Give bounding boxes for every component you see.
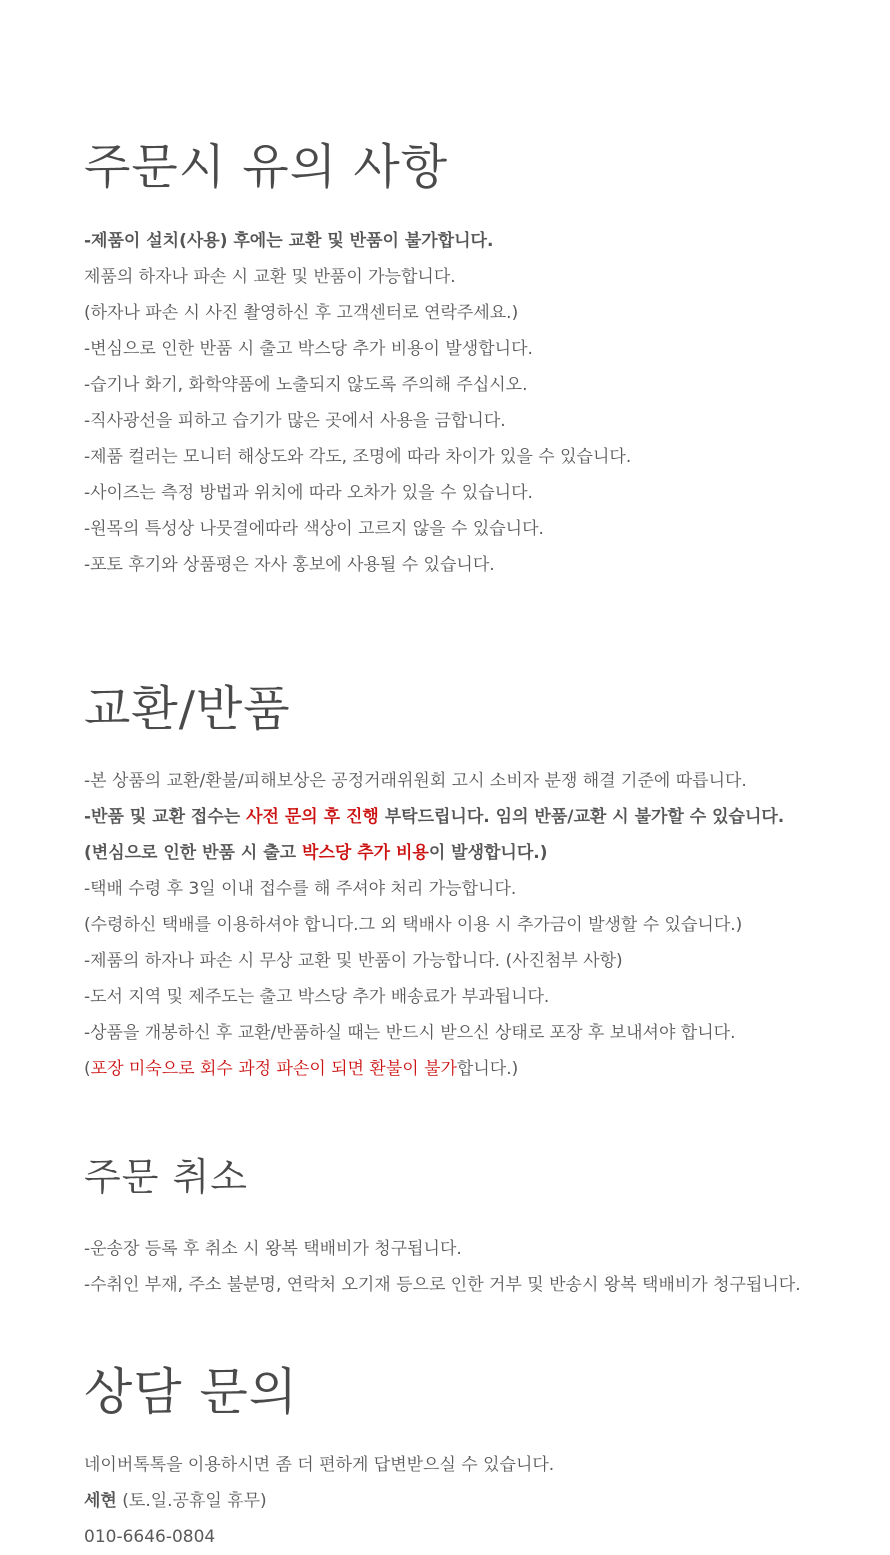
text-segment: (변심으로 인한 반품 시 출고	[84, 843, 303, 863]
contact-hours: (토.일.공휴일 휴무)	[116, 1491, 267, 1511]
notice-line: -제품 컬러는 모니터 해상도와 각도, 조명에 따라 차이가 있을 수 있습니다.	[84, 447, 632, 467]
exchange-line: -도서 지역 및 제주도는 출고 박스당 추가 배송료가 부과됩니다.	[84, 987, 550, 1007]
notice-line: -포토 후기와 상품평은 자사 홍보에 사용될 수 있습니다.	[84, 555, 495, 575]
notice-line: -직사광선을 피하고 습기가 많은 곳에서 사용을 금합니다.	[84, 411, 506, 431]
text-segment: 합니다.)	[456, 1059, 519, 1079]
cancel-line: -운송장 등록 후 취소 시 왕복 택배비가 청구됩니다.	[84, 1239, 462, 1259]
notice-line: 제품의 하자나 파손 시 교환 및 반품이 가능합니다.	[84, 267, 456, 287]
text-segment: -반품 및 교환 접수는	[84, 807, 247, 827]
contact-phone: 010-6646-0804	[84, 1527, 216, 1547]
notice-line: -원목의 특성상 나뭇결에따라 색상이 고르지 않을 수 있습니다.	[84, 519, 544, 539]
exchange-line	[84, 835, 874, 871]
notice-line: -변심으로 인한 반품 시 출고 박스당 추가 비용이 발생합니다.	[84, 339, 533, 359]
notice-title: 주문시 유의 사항	[84, 139, 449, 195]
highlight-text: 박스당 추가 비용	[302, 843, 429, 863]
contact-line: 네이버톡톡을 이용하시면 좀 더 편하게 답변받으실 수 있습니다.	[84, 1455, 555, 1475]
exchange-list	[84, 763, 874, 1087]
contact-list	[84, 1447, 874, 1555]
notice-line: -사이즈는 측정 방법과 위치에 따라 오차가 있을 수 있습니다.	[84, 483, 533, 503]
contact-name: 세현	[84, 1491, 117, 1511]
contact-line	[84, 1483, 874, 1519]
text-segment: (	[84, 1059, 91, 1079]
notice-line: -습기나 화기, 화학약품에 노출되지 않도록 주의해 주십시오.	[84, 375, 528, 395]
exchange-line: -제품의 하자나 파손 시 무상 교환 및 반품이 가능합니다. (사진첨부 사항)	[84, 951, 623, 971]
exchange-line: -상품을 개봉하신 후 교환/반품하실 때는 반드시 받으신 상태로 포장 후 보내셔야 합니다.	[84, 1023, 736, 1043]
contact-title: 상담 문의	[84, 1363, 299, 1421]
text-segment: 부탁드립니다. 임의 반품/교환 시 불가할 수 있습니다.	[378, 807, 785, 827]
text-segment: 이 발생합니다.)	[428, 843, 548, 863]
notice-list	[84, 223, 874, 583]
cancel-line: -수취인 부재, 주소 불분명, 연락처 오기재 등으로 인한 거부 및 반송시 왕복 택배비가 청구됩니다.	[84, 1275, 801, 1295]
exchange-line	[84, 799, 874, 835]
exchange-line: -택배 수령 후 3일 이내 접수를 해 주셔야 처리 가능합니다.	[84, 879, 517, 899]
exchange-line	[84, 1051, 874, 1087]
exchange-line: (수령하신 택배를 이용하셔야 합니다.그 외 택배사 이용 시 추가금이 발생할 수 있습니다.)	[84, 915, 743, 935]
cancel-list	[84, 1231, 874, 1303]
exchange-title: 교환/반품	[84, 681, 291, 737]
highlight-text: 사전 문의 후 진행	[246, 807, 379, 827]
cancel-title: 주문 취소	[84, 1155, 248, 1199]
highlight-text: 포장 미숙으로 회수 과정 파손이 되면 환불이 불가	[90, 1059, 457, 1079]
exchange-line: -본 상품의 교환/환불/피해보상은 공정거래위원회 고시 소비자 분쟁 해결 기준에 따릅니다.	[84, 771, 747, 791]
notice-line: (하자나 파손 시 사진 촬영하신 후 고객센터로 연락주세요.)	[84, 303, 519, 323]
notice-line: -제품이 설치(사용) 후에는 교환 및 반품이 불가합니다.	[84, 231, 494, 251]
